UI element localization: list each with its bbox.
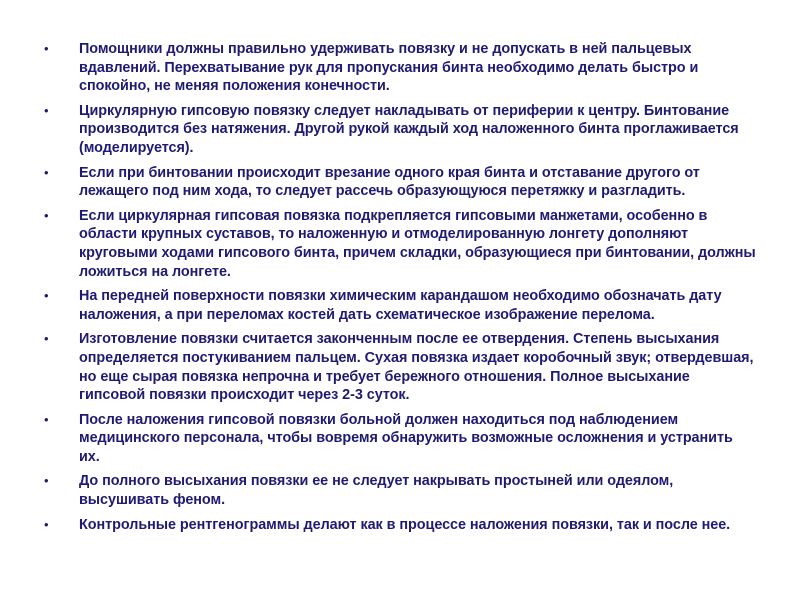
list-item-text: Циркулярную гипсовую повязку следует накладывать от периферии к центру. Бинтование производится без натяжения. Другой рукой каждый ход наложенного бинта проглаживается (моделируется). [79,102,739,156]
list-item [44,207,756,281]
bullet-icon: • [44,288,49,304]
bullet-icon: • [44,102,49,118]
list-item [44,102,756,158]
list-item [44,164,756,201]
bullet-list [44,40,756,540]
list-item [44,330,756,404]
list-item-text: До полного высыхания повязки ее не следует накрывать простыней или одеялом, высушивать феном. [79,473,674,509]
list-item-text: Если циркулярная гипсовая повязка подкрепляется гипсовыми манжетами, особенно в области крупных суставов, то наложенную и отмоделированную лонгету дополняют круговыми ходами гипсового бинта, причем складки, образующиеся при бинтовании, должны ложиться на лонгете. [79,207,756,280]
list-item-text: Контрольные рентгенограммы делают как в процессе наложения повязки, так и после нее. [79,516,731,533]
list-item-text: Изготовление повязки считается законченным после ее отвердения. Степень высыхания определяется постукиванием пальцем. Сухая повязка издает коробочный звук; отвердевшая, но еще сырая повязка непрочна и требует бережного отношения. Полное высыхание гипсовой повязки происходит через 2-3 суток. [79,331,754,404]
bullet-icon: • [44,473,49,489]
bullet-icon: • [44,516,49,532]
list-item [44,472,756,509]
list-item-text: После наложения гипсовой повязки больной должен находиться под наблюдением медицинского персонала, чтобы вовремя обнаружить возможные осложнения и устранить их. [79,411,733,465]
list-item [44,287,756,324]
bullet-icon: • [44,41,49,56]
list-item-text: На передней поверхности повязки химическим карандашом необходимо обозначать дату наложения, а при переломах костей дать схематическое изображение перелома. [79,288,722,323]
list-item [44,40,756,96]
bullet-icon: • [44,164,49,180]
bullet-icon: • [44,411,49,427]
list-item [44,411,756,467]
list-item [44,516,756,535]
bullet-icon: • [44,207,49,223]
list-item-text: Помощники должны правильно удерживать повязку и не допускать в ней пальцевых вдавлений. Перехватывание рук для пропускания бинта необходимо делать быстро и спокойно, не меняя положения конечности. [79,41,699,95]
list-item-text: Если при бинтовании происходит врезание одного края бинта и отставание другого от лежащего под ним хода, то следует рассечь образующуюся перетяжку и разгладить. [79,164,700,200]
bullet-icon: • [44,331,49,347]
